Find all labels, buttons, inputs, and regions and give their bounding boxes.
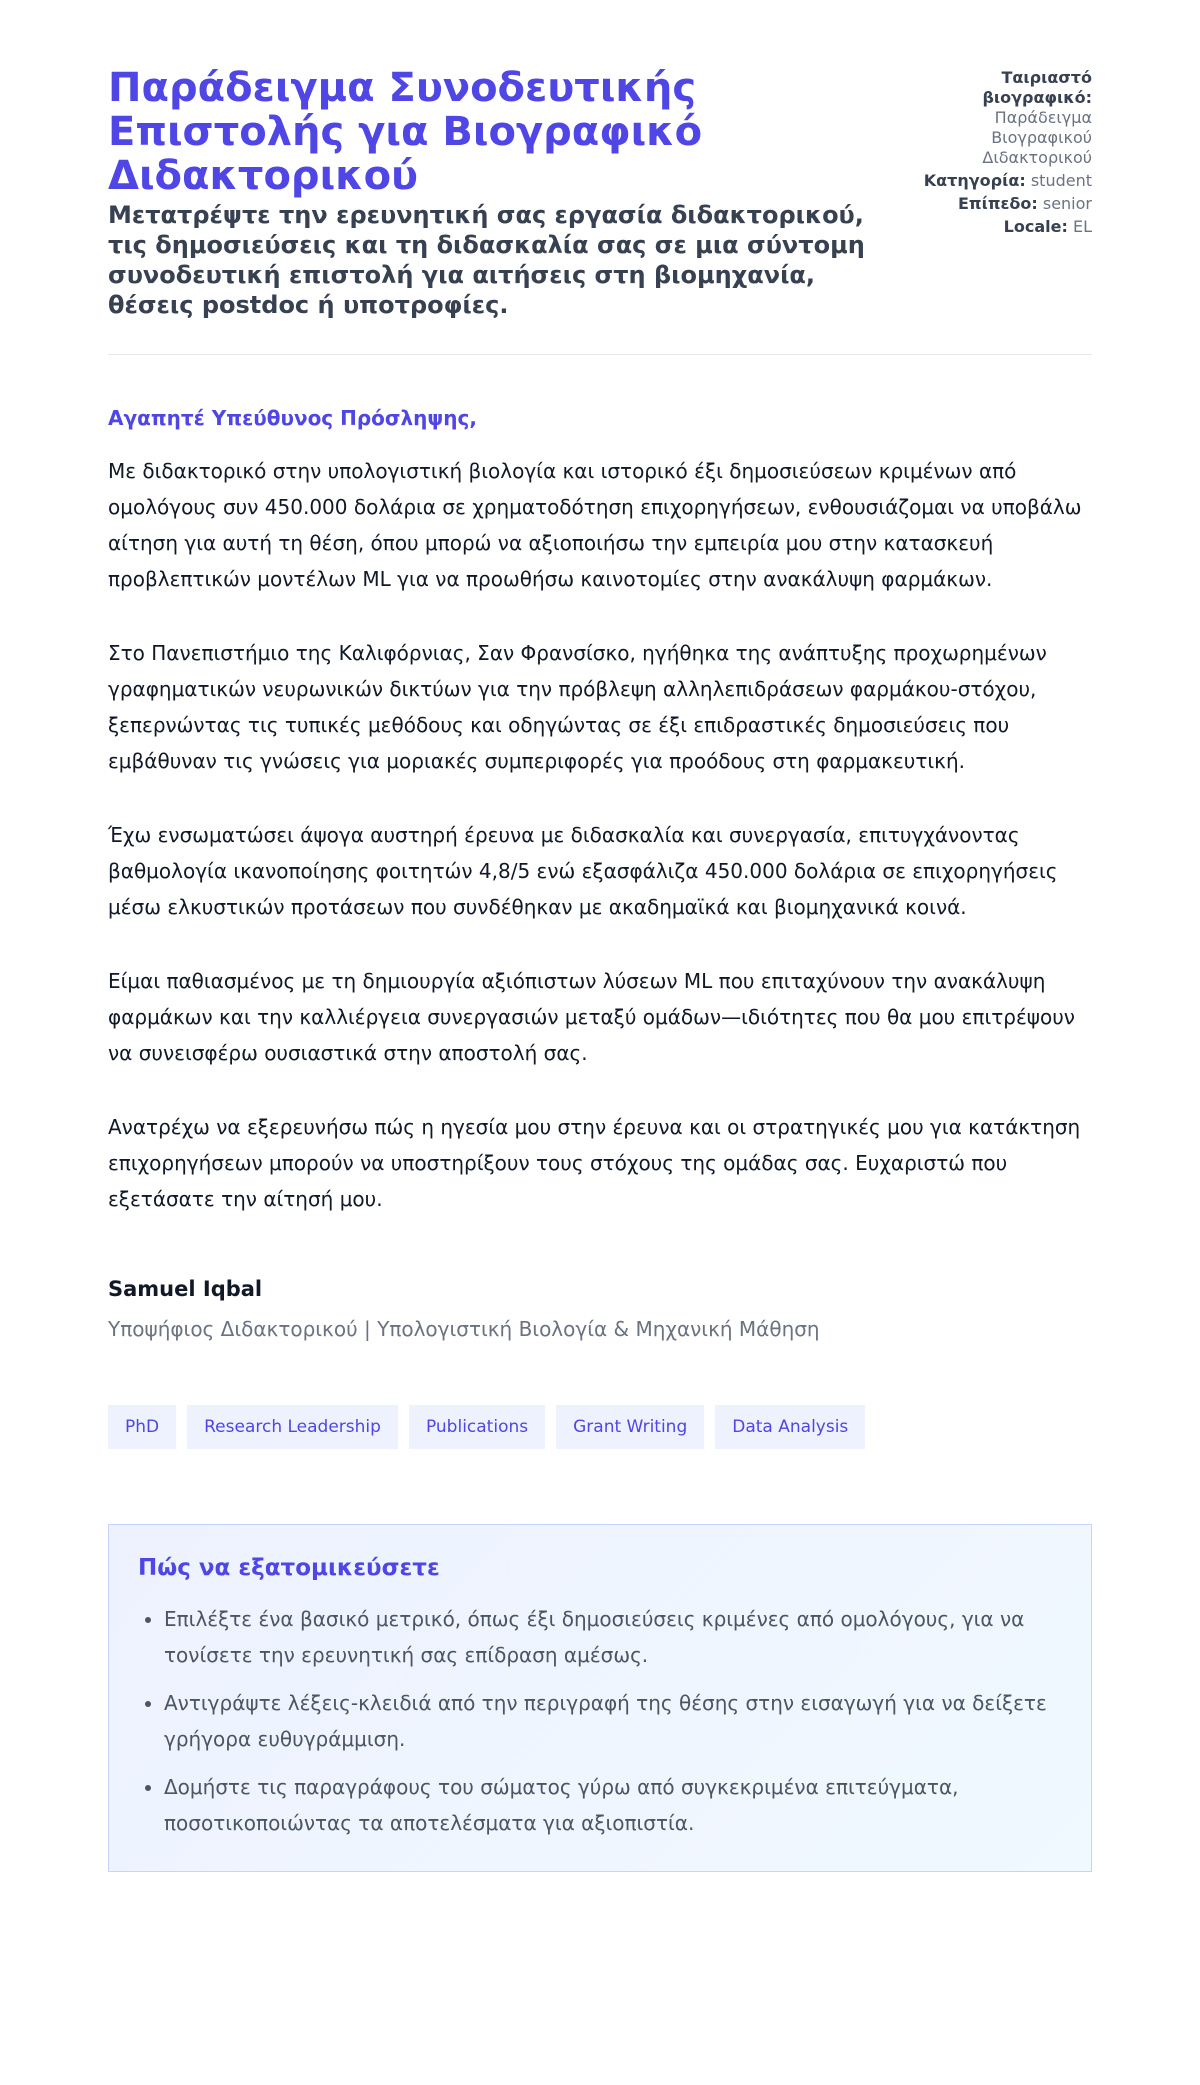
tag-research-leadership: Research Leadership xyxy=(187,1405,398,1449)
meta-key: Locale: xyxy=(1003,217,1068,236)
meta-matching-resume xyxy=(895,68,1092,168)
meta-category xyxy=(895,171,1092,191)
tag-phd: PhD xyxy=(108,1405,176,1449)
letter-paragraphs xyxy=(108,453,1092,1217)
meta-value: Παράδειγμα Βιογραφικού Διδακτορικού xyxy=(982,108,1092,167)
meta-value: EL xyxy=(1072,217,1092,236)
tip-item: • Δομήστε τις παραγράφους του σώματος γύρω από συγκεκριμένα επιτεύγματα, ποσοτικοποιώντας τα αποτελέσματα για αξιοπιστία. xyxy=(164,1769,1062,1841)
page-title: Παράδειγμα Συνοδευτικής Επιστολής για Βιογραφικό Διδακτορικού xyxy=(108,65,703,199)
customization-tips xyxy=(108,1524,1092,1872)
letter-paragraph: Είμαι παθιασμένος με τη δημιουργία αξιόπιστων λύσεων ML που επιταχύνουν την ανακάλυψη φαρμάκων και την καλλιέργεια συνεργασιών μεταξύ ομάδων—ιδιότητες που θα μου επιτρέψουν να συνεισφέρω ουσιαστικά στην αποστολή σας. xyxy=(108,969,1075,1065)
tip-item: • Αντιγράψτε λέξεις-κλειδιά από την περιγραφή της θέσης στην εισαγωγή για να δείξετε γρήγορα ευθυγράμμιση. xyxy=(164,1685,1062,1757)
letter-paragraph: Με διδακτορικό στην υπολογιστική βιολογία και ιστορικό έξι δημοσιεύσεων κριμένων από ομολόγους συν 450.000 δολάρια σε χρηματοδότηση επιχορηγήσεων, ενθουσιάζομαι να υποβάλω αίτηση για αυτή τη θέση, όπου μπορώ να αξιοποιήσω την εμπειρία μου στην κατασκευή προβλεπτικών μοντέλων ML για να προωθήσω καινοτομίες στην ανακάλυψη φαρμάκων. xyxy=(108,459,1082,591)
meta-value: senior xyxy=(1042,194,1092,213)
meta-level xyxy=(895,194,1092,214)
letter-body xyxy=(108,405,1092,1872)
meta-value: student xyxy=(1030,171,1092,190)
skill-tags xyxy=(108,1405,1092,1449)
resume-meta xyxy=(895,66,1092,240)
tips-title: Πώς να εξατομικεύσετε xyxy=(138,1555,440,1581)
signature-block xyxy=(108,1275,1092,1343)
tips-list xyxy=(138,1601,1062,1841)
letter-paragraph: Στο Πανεπιστήμιο της Καλιφόρνιας, Σαν Φρανσίσκο, ηγήθηκα της ανάπτυξης προχωρημένων γραφηματικών νευρωνικών δικτύων για την πρόβλεψη αλληλεπιδράσεων φαρμάκου-στόχου, ξεπερνώντας τις τυπικές μεθόδους και οδηγώντας σε έξι επιδραστικές δημοσιεύσεις που εμβάθυναν τις γνώσεις για μοριακές συμπεριφορές για προόδους στη φαρμακευτική. xyxy=(108,641,1047,773)
signature-title: Υποψήφιος Διδακτορικού | Υπολογιστική Βιολογία & Μηχανική Μάθηση xyxy=(108,1317,820,1341)
letter-greeting: Αγαπητέ Υπεύθυνος Πρόσληψης, xyxy=(108,406,477,430)
page-header xyxy=(108,66,1092,355)
meta-locale xyxy=(895,217,1092,237)
letter-paragraph: Έχω ενσωματώσει άψογα αυστηρή έρευνα με διδασκαλία και συνεργασία, επιτυγχάνοντας βαθμολογία ικανοποίησης φοιτητών 4,8/5 ενώ εξασφάλιζα 450.000 δολάρια σε επιχορηγήσεις μέσω ελκυστικών προτάσεων που συνδέθηκαν με ακαδημαϊκά και βιομηχανικά κοινά. xyxy=(108,823,1058,919)
meta-key: Ταιριαστό βιογραφικό: xyxy=(982,68,1092,107)
meta-key: Κατηγορία: xyxy=(923,171,1026,190)
page-subtitle: Μετατρέψτε την ερευνητική σας εργασία διδακτορικού, τις δημοσιεύσεις και τη διδασκαλία σας σε μια σύντομη συνοδευτική επιστολή για αιτήσεις στη βιομηχανία, θέσεις postdoc ή υποτροφίες. xyxy=(108,201,865,319)
header-titles xyxy=(108,66,895,320)
tip-item: • Επιλέξτε ένα βασικό μετρικό, όπως έξι δημοσιεύσεις κριμένες από ομολόγους, για να τονίσετε την ερευνητική σας επίδραση αμέσως. xyxy=(164,1601,1062,1673)
tag-grant-writing: Grant Writing xyxy=(556,1405,704,1449)
letter-paragraph: Ανατρέχω να εξερευνήσω πώς η ηγεσία μου στην έρευνα και οι στρατηγικές μου για κατάκτηση επιχορηγήσεων μπορούν να υποστηρίξουν τους στόχους της ομάδας σας. Ευχαριστώ που εξετάσατε την αίτησή μου. xyxy=(108,1115,1081,1211)
tag-data-analysis: Data Analysis xyxy=(715,1405,865,1449)
tag-publications: Publications xyxy=(409,1405,545,1449)
meta-key: Επίπεδο: xyxy=(958,194,1038,213)
signature-name: Samuel Iqbal xyxy=(108,1277,263,1301)
